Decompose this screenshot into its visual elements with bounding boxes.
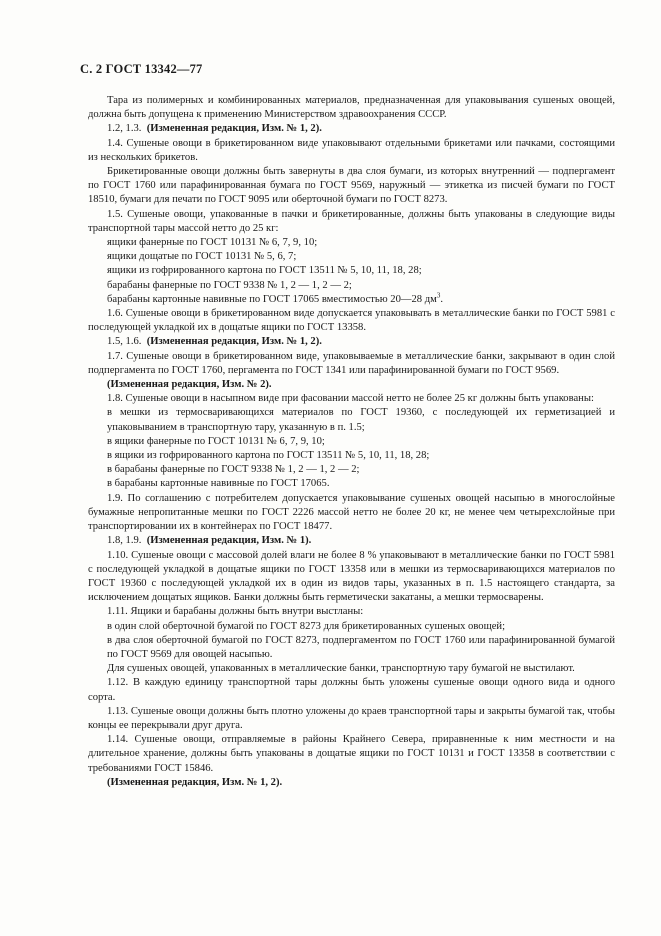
list-line: [88, 463, 615, 477]
paragraph-text: в два слоя оберточной бумагой по ГОСТ 8273, подпергаментом по ГОСТ 1760 или парафинированной бумагой по ГОСТ 9569 для овощей насыпью.: [107, 634, 615, 660]
paragraph-text: в ящики фанерные по ГОСТ 10131 № 6, 7, 9, 10;: [107, 435, 325, 447]
paragraph-text: в ящики из гофрированного картона по ГОСТ 13511 № 5, 10, 11, 18, 28;: [107, 450, 430, 462]
paragraph-text: 1.14. Сушеные овощи, отправляемые в районы Крайнего Севера, приравненные к ним местности и на длительное хранение, должны быть упакованы в дощатые ящики по ГОСТ 10131 и ГОСТ 13358 в соответствии с требованиями ГОСТ 15846.: [88, 734, 615, 774]
paragraph-text: 1.8. Сушеные овощи в насыпном виде при фасовании массой нетто не более 25 кг должны быть упакованы:: [107, 393, 594, 405]
paragraph-text: 1.6. Сушеные овощи в брикетированном виде допускается упаковывать в металлические банки по ГОСТ 5981 с последующей укладкой их в дощатые ящики по ГОСТ 13358.: [88, 308, 615, 334]
paragraph-text: в один слой оберточной бумагой по ГОСТ 8273 для брикетированных сушеных овощей;: [107, 620, 506, 632]
list-line: [88, 236, 615, 250]
list-line: [88, 435, 615, 449]
paragraph: [88, 378, 615, 392]
paragraph-text: Брикетированные овощи должны быть завернуты в два слоя бумаги, из которых внутренний — подпергамент по ГОСТ 1760 или парафинированная бумага по ГОСТ 9569, наружный — этикетка из писчей бумаги по ГОСТ 18510, бумаги для печати по ГОСТ 9095 или оберточной бумаги по ГОСТ 8273.: [88, 166, 615, 206]
page-header: С. 2 ГОСТ 13342—77: [80, 62, 203, 76]
list-line: [88, 250, 615, 264]
paragraph-text: Тара из полимерных и комбинированных материалов, предназначенная для упаковывания сушеных овощей, должна быть допущена к применению Министерством здравоохранения СССР.: [88, 95, 615, 121]
list-line: [88, 449, 615, 463]
paragraph-text: 1.11. Ящики и барабаны должны быть внутри выстланы:: [107, 606, 364, 618]
punctuation: .: [440, 293, 443, 305]
amendment-note: (Измененная редакция, Изм. № 1).: [146, 535, 312, 547]
paragraph-text: ящики дощатые по ГОСТ 10131 № 5, 6, 7;: [107, 251, 297, 263]
paragraph: [88, 335, 615, 349]
paragraph: [88, 534, 615, 548]
clause-number: 1.5, 1.6.: [107, 336, 142, 348]
paragraph: [88, 776, 615, 790]
paragraph-text: ящики из гофрированного картона по ГОСТ 13511 № 5, 10, 11, 18, 28;: [107, 265, 422, 277]
paragraph-text: 1.5. Сушеные овощи, упакованные в пачки и брикетированные, должны быть упакованы в следующие виды транспортной тары массой нетто до 25 кг:: [88, 208, 615, 234]
paragraph-text: в барабаны картонные навивные по ГОСТ 17065.: [107, 478, 330, 490]
paragraph-text: в мешки из термосваривающихся материалов по ГОСТ 19360, с последующей их герметизацией и упаковыванием в транспортную тару, указанную в п. 1.5;: [107, 407, 615, 433]
paragraph-text: 1.4. Сушеные овощи в брикетированном виде упаковывают отдельными брикетами или пачками, состоящими из нескольких брикетов.: [88, 137, 615, 163]
paragraph-text: ящики фанерные по ГОСТ 10131 № 6, 7, 9, 10;: [107, 237, 318, 249]
paragraph: [88, 492, 615, 535]
clause-number: 1.8, 1.9.: [107, 535, 142, 547]
paragraph: [88, 307, 615, 335]
amendment-note: (Измененная редакция, Изм. № 1, 2).: [107, 776, 283, 788]
paragraph: [88, 549, 615, 606]
list-line: [88, 620, 615, 634]
paragraph: [88, 676, 615, 704]
list-line: [88, 264, 615, 278]
paragraph: [88, 137, 615, 165]
list-line: [88, 634, 615, 662]
list-line: [88, 477, 615, 491]
paragraph-text: 1.10. Сушеные овощи с массовой долей влаги не более 8 % упаковывают в металлические банки по ГОСТ 5981 с последующей укладкой в дощатые ящики по ГОСТ 13358 или в мешки из термосваривающихся материалов по ГОСТ 19360 с последующей укладкой их в один из видов тары, указанных в п. 1.5 настоящего стандарта, за исключением дощатых ящиков. Банки должны быть герметически закатаны, а мешки термосварены.: [88, 549, 615, 604]
paragraph: [88, 208, 615, 236]
list-line: [88, 293, 615, 307]
paragraph: [88, 350, 615, 378]
amendment-note: (Измененная редакция, Изм. № 2).: [107, 379, 272, 391]
paragraph-text: 1.7. Сушеные овощи в брикетированном виде, упаковываемые в металлические банки, закрывают в один слой подпергамента по ГОСТ 1760, пергамента по ГОСТ 1341 или парафинированной бумаги по ГОСТ 9569.: [88, 350, 615, 376]
paragraph: [88, 662, 615, 676]
paragraph: [88, 705, 615, 733]
superscript: 3: [436, 291, 441, 300]
paragraph: [88, 605, 615, 619]
list-line: [88, 279, 615, 293]
list-line: [88, 406, 615, 434]
paragraph-text: в барабаны фанерные по ГОСТ 9338 № 1, 2 — 1, 2 — 2;: [107, 464, 360, 476]
paragraph: [88, 392, 615, 406]
paragraph-text: 1.13. Сушеные овощи должны быть плотно уложены до краев транспортной тары и закрыты бумагой так, чтобы концы ее перекрывали друг друга.: [88, 705, 615, 731]
amendment-note: (Измененная редакция, Изм. № 1, 2).: [146, 336, 322, 348]
paragraph-text: 1.9. По соглашению с потребителем допускается упаковывание сушеных овощей насыпью в многослойные бумажные непропитанные мешки по ГОСТ 2226 массой нетто не более 20 кг, не менее чем четырехслойные при транспортировании их в контейнерах по ГОСТ 18477.: [88, 492, 615, 533]
paragraph-text: барабаны картонные навивные по ГОСТ 17065 вместимостью 20—28 дм: [107, 293, 437, 305]
paragraph: [88, 94, 615, 122]
document-body: [88, 94, 615, 790]
paragraph: [88, 165, 615, 208]
clause-number: 1.2, 1.3.: [107, 123, 142, 135]
paragraph: [88, 122, 615, 136]
paragraph-text: 1.12. В каждую единицу транспортной тары должны быть уложены сушеные овощи одного вида и одного сорта.: [88, 677, 615, 703]
paragraph: [88, 733, 615, 776]
paragraph-text: барабаны фанерные по ГОСТ 9338 № 1, 2 — 1, 2 — 2;: [107, 279, 352, 291]
paragraph-text: Для сушеных овощей, упакованных в металлические банки, транспортную тару бумагой не выстилают.: [107, 663, 575, 675]
amendment-note: (Измененная редакция, Изм. № 1, 2).: [146, 123, 322, 135]
